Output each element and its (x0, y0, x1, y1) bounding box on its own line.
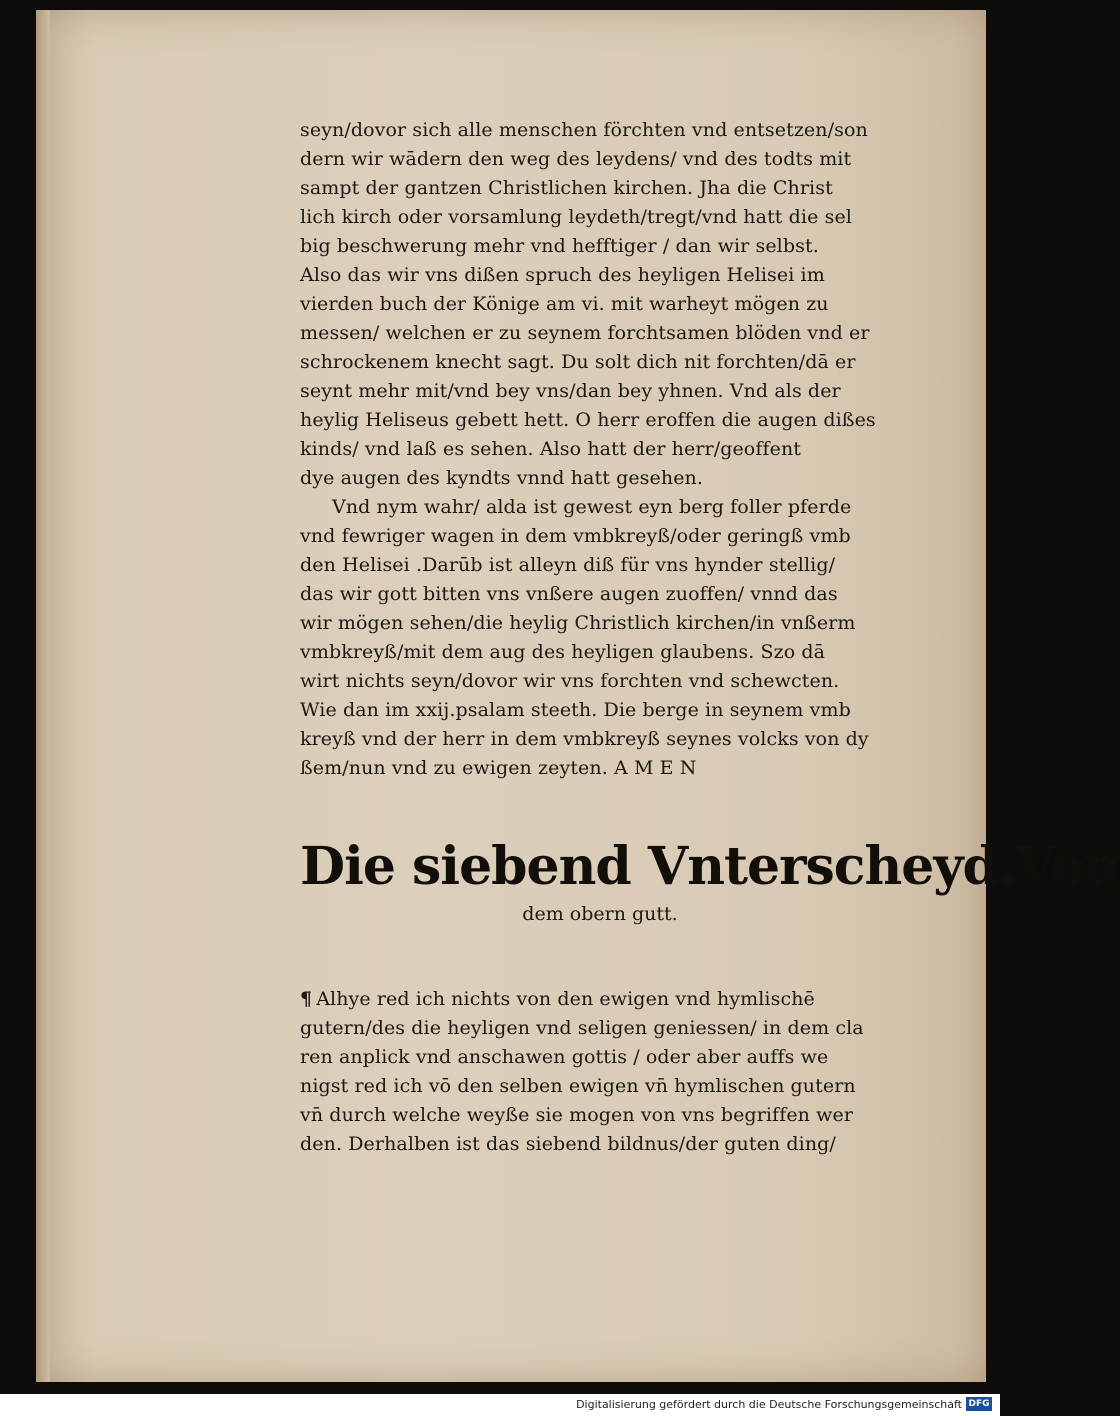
text-line-content: Alhye red ich nichts von den ewigen vnd hymlischē (316, 988, 815, 1010)
chapter-heading: Die siebend Vnterscheyd.Von (300, 836, 1120, 897)
text-line: sampt der gantzen Christlichen kirchen. Jha die Christ (300, 177, 833, 199)
funding-credit: Digitalisierung gefördert durch die Deutsche Forschungsgemeinschaft (576, 1398, 962, 1411)
text-line: big beschwerung mehr vnd hefftiger / dan wir selbst. (300, 235, 819, 257)
text-line (300, 985, 900, 1014)
text-line: wirt nichts seyn/dovor wir vns forchten vnd schewcten. (300, 670, 840, 692)
page-binding-edge (36, 10, 50, 1382)
text-line: vnd fewriger wagen in dem vmbkreyß/oder geringß vmb (300, 525, 851, 547)
text-line: messen/ welchen er zu seynem forchtsamen blöden vnd er (300, 322, 870, 344)
text-line: gutern/des die heyligen vnd seligen geniessen/ in dem cla (300, 1017, 864, 1039)
text-line: dern wir wādern den weg des leydens/ vnd des todts mit (300, 148, 852, 170)
text-line: wir mögen sehen/die heylig Christlich kirchen/in vnßerm (300, 612, 856, 634)
body-text-bottom (300, 985, 900, 1159)
body-text (300, 116, 900, 783)
text-line: ren anplick vnd anschawen gottis / oder aber auffs we (300, 1046, 829, 1068)
text-line: ßem/nun vnd zu ewigen zeyten. A M E N (300, 757, 697, 779)
text-line: lich kirch oder vorsamlung leydeth/tregt/vnd hatt die sel (300, 206, 852, 228)
text-line: seyn/dovor sich alle menschen förchten vnd entsetzen/son (300, 119, 868, 141)
text-line: heylig Heliseus gebett hett. O herr eroffen die augen dißes (300, 409, 876, 431)
text-line: kreyß vnd der herr in dem vmbkreyß seynes volcks von dy (300, 728, 869, 750)
text-line: Also das wir vns dißen spruch des heyligen Helisei im (300, 264, 825, 286)
chapter-subheading: dem obern gutt. (522, 903, 678, 925)
text-line: Vnd nym wahr/ alda ist gewest eyn berg foller pferde (332, 496, 852, 518)
text-line: vierden buch der Könige am vi. mit warheyt mögen zu (300, 293, 829, 315)
text-line: vn̄ durch welche weyße sie mogen von vns begriffen wer (300, 1104, 854, 1126)
text-line: dye augen des kyndts vnnd hatt gesehen. (300, 467, 704, 489)
text-line: den. Derhalben ist das siebend bildnus/der guten ding/ (300, 1133, 836, 1155)
text-line: kinds/ vnd laß es sehen. Also hatt der herr/geoffent (300, 438, 802, 460)
text-line: Wie dan im xxij.psalam steeth. Die berge in seynem vmb (300, 699, 851, 721)
text-line: seynt mehr mit/vnd bey vns/dan bey yhnen. Vnd als der (300, 380, 841, 402)
text-line: schrockenem knecht sagt. Du solt dich nit forchten/dā er (300, 351, 856, 373)
text-line: das wir gott bitten vns vnßere augen zuoffen/ vnnd das (300, 583, 838, 605)
text-line: den Helisei .Darūb ist alleyn diß für vns hynder stellig/ (300, 554, 836, 576)
text-line: vmbkreyß/mit dem aug des heyligen glaubens. Szo dā (300, 641, 826, 663)
text-line: nigst red ich vō den selben ewigen vn̄ hymlischen gutern (300, 1075, 856, 1097)
dfg-logo: DFG (966, 1397, 992, 1411)
pilcrow-mark: ¶ (300, 988, 313, 1010)
